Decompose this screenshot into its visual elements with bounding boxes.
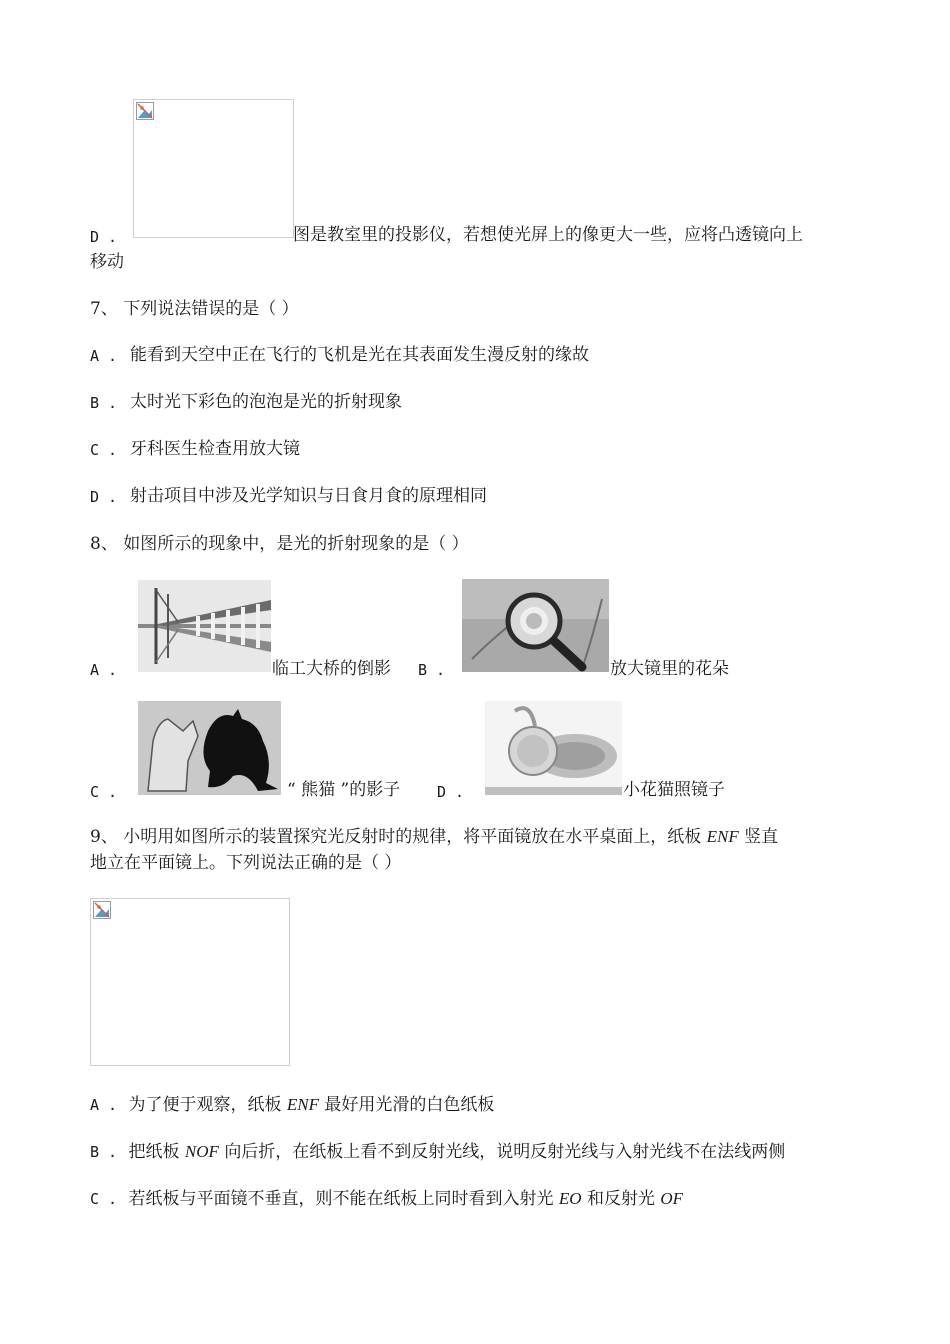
q8-option-a-label: A . [90,661,118,679]
q7-option-d-text: 射击项目中涉及光学知识与日食月食的原理相同 [130,486,487,506]
kitten-mirror-image [485,701,622,795]
q9-option-c-pre: 若纸板与平面镜不垂直，则不能在纸板上同时看到入射光 [128,1189,554,1209]
q9-option-c [90,1187,683,1211]
q7-option-c-label: C . [90,441,118,459]
q9-option-a-post: 最好用光滑的白色纸板 [324,1095,495,1115]
q7-option-b-label: B . [90,394,118,412]
q9-option-c-var: EO [558,1189,582,1208]
q8-option-a-caption: 临工大桥的倒影 [272,659,391,679]
question-8-stem: 8、 如图所示的现象中，是光的折射现象的是（ ） [90,534,469,554]
q7-option-c-text: 牙科医生检查用放大镜 [130,439,300,459]
q9-option-a-label: A . [90,1096,118,1114]
q9-stem-post: 竖直 [744,827,779,847]
reflection-apparatus-image-placeholder [90,898,290,1066]
q9-option-b [90,1140,785,1164]
q9-option-b-var: NOF [184,1142,219,1161]
q7-option-b-text: 太时光下彩色的泡泡是光的折射现象 [130,392,402,412]
magnifier-flower-image [462,579,609,672]
q8-option-c-caption: “ 熊猫 ”的影子 [287,780,401,800]
q9-option-a-pre: 为了便于观察，纸板 [128,1095,282,1115]
q9-stem-var: ENF [706,827,739,846]
q9-option-b-pre: 把纸板 [128,1142,180,1162]
q8-option-b-caption: 放大镜里的花朵 [610,659,729,679]
q7-option-a-label: A . [90,347,118,365]
q9-option-b-post: 向后折，在纸板上看不到反射光线，说明反射光线与入射光线不在法线两侧 [224,1142,786,1162]
option-d-text-cont: 移动 [90,252,124,272]
q7-option-a-text: 能看到天空中正在飞行的飞机是光在其表面发生漫反射的缘故 [130,345,589,365]
hand-shadow-image [138,701,281,795]
bridge-reflection-image [138,580,271,672]
q9-option-b-label: B . [90,1143,118,1161]
question-9-stem-line1 [90,825,778,849]
q8-option-c-label: C . [90,783,118,801]
projector-image-placeholder [133,99,294,238]
broken-image-icon [93,901,111,919]
q8-option-b-label: B . [418,661,446,679]
option-d-text: 图是教室里的投影仪，若想使光屏上的像更大一些，应将凸透镜向上 [293,225,803,245]
q9-stem-pre: 9、 小明用如图所示的装置探究光反射时的规律，将平面镜放在水平桌面上，纸板 [90,827,702,847]
q8-option-d-caption: 小花猫照镜子 [623,780,725,800]
question-7-stem: 7、 下列说法错误的是（ ） [90,299,299,319]
broken-image-icon [136,102,154,120]
q9-option-c-var2: OF [660,1189,684,1208]
q9-option-c-mid: 和反射光 [586,1189,655,1209]
question-9-stem-line2: 地立在平面镜上。下列说法正确的是（ ） [90,853,402,873]
q9-option-c-label: C . [90,1190,118,1208]
option-d-label: D . [90,228,118,246]
q9-option-a-var: ENF [286,1095,320,1114]
q9-option-a [90,1093,494,1117]
q8-option-d-label: D . [437,783,465,801]
q7-option-d-label: D . [90,488,118,506]
